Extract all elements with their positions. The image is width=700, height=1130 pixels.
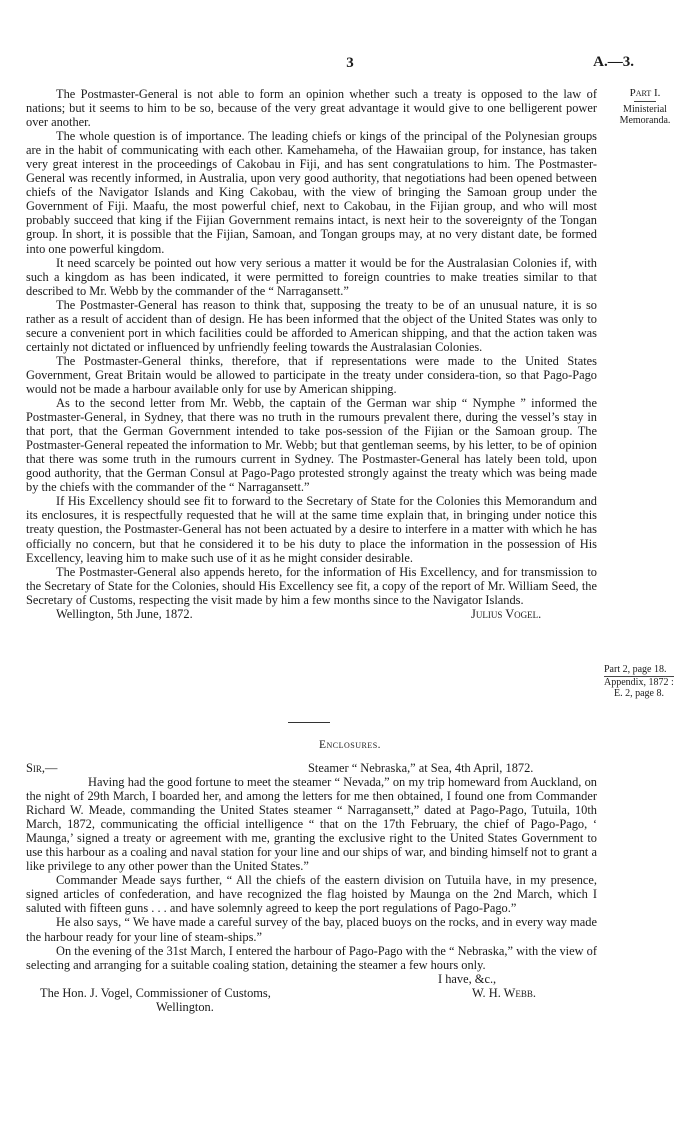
letter-paragraph: He also says, “ We have made a careful survey of the bay, placed buoys on the rocks, and in every way made the harbour ready for your line of steam-ships.” (26, 915, 597, 944)
memo-paragraph: The Postmaster-General thinks, therefore, that if representations were made to the United States Government, Great Britain would be allowed to participate in the treaty under considera-tion, so that Pago-Pago would not be made a harbour available only for use by American shipping. (26, 353, 597, 396)
letter-salutation: Sir,— (26, 761, 58, 775)
memo-paragraph: The Postmaster-General has reason to think that, supposing the treaty to be of an unusual nature, it is so rather as a result of accident than of design. He has been informed that the object of the United States was only to secure a convenient port in which facilities could be afforded to American shipping, and that the action taken was certainly not dictated or influenced by unfriendly feeling towards the Australasian Colonies. (26, 297, 597, 354)
letter-addressee-location: Wellington. (156, 999, 214, 1014)
margin-part-label: Part I. (629, 87, 661, 99)
memo-paragraph: The whole question is of importance. The leading chiefs or kings of the principal of the Polynesian groups are in the habit of communicating with each other. Kamehameha, of the Hawaiian group, for instance, has taken very great interest in the proceedings of Cakobau in Fiji, and has sent congratulations to him. The Postmaster-General was recently informed, in Australia, upon very good authority, that negotiations had been opened between chiefs of the Navigator Islands and King Cakobau, with the view of bringing the Samoan group under the Government of Fiji. Maafu, the most powerful chief, next to Cakobau, in the Fijian group, and who will most probably succeed that king if the Fijian Government remains intact, is next heir to the sovereignty of the Tongan group. In short, it is possible that the Fijian, Samoan, and Tongan groups may, at no very distant date, be formed into one powerful kingdom. (26, 129, 597, 256)
letter-signature-row (26, 986, 597, 1000)
enclosure-letter (26, 761, 597, 1014)
letter-dateline: Steamer “ Nebraska,” at Sea, 4th April, 1872. (308, 761, 534, 775)
enclosures-heading: Enclosures. (318, 739, 382, 751)
margin-ref-line1: Part 2, page 18. (604, 664, 667, 675)
memo-paragraph: It need scarcely be pointed out how very serious a matter it would be for the Australasian Colonies if, with such a kingdom as has been indicated, it were permitted to foreign countries to make treaties similar to that described to Mr. Webb by the commander of the “ Narragansett.” (26, 255, 597, 298)
margin-ref-line2: Appendix, 1872 : (604, 676, 674, 688)
memo-paragraph: The Postmaster-General is not able to form an opinion whether such a treaty is opposed to the law of nations; but it seems to him to be so, because of the very great advantage it would give to one belligerent power over another. (26, 87, 597, 130)
document-reference: A.—3. (593, 54, 634, 70)
memo-signatory: Julius Vogel. (471, 606, 542, 621)
letter-paragraph: On the evening of the 31st March, I entered the harbour of Pago-Pago with the “ Nebraska,” with the view of selecting and arranging for a suitable coaling station, detaining the steamer a few hours only. (26, 943, 597, 972)
memo-paragraph: The Postmaster-General also appends hereto, for the information of His Excellency, and for transmission to the Secretary of State for the Colonies, should His Excellency see fit, a copy of the report of Mr. William Seed, the Secretary of Customs, respecting the visit made by him a few months since to the Navigator Islands. (26, 564, 597, 607)
letter-addressee: The Hon. J. Vogel, Commissioner of Customs, (40, 985, 271, 1000)
memo-place-date: Wellington, 5th June, 1872. (56, 606, 193, 621)
letter-closing: I have, &c., (438, 971, 497, 986)
letter-heading-row (26, 761, 597, 775)
margin-note-part (605, 88, 685, 126)
page-number: 3 (346, 55, 354, 71)
letter-signature: W. H. Webb. (472, 985, 536, 1000)
memorandum-body (26, 87, 597, 621)
margin-ref-line3: E. 2, page 8. (614, 688, 664, 699)
letter-paragraph: Having had the good fortune to meet the steamer “ Nevada,” on my trip homeward from Auckland, on the night of 29th March, I boarded her, and among the letters for me then obtained, I found one from Commander Richard W. Meade, commanding the United States steamer “ Narragansett,” dated at Pago-Pago, Tutuila, 10th March, 1872, communicating the official intelligence “ that on the 17th February, the chief of Pago-Pago, ‘ Maunga,’ signed a treaty or agreement with me, granting the exclusive right to the United States Government to use this harbour as a coaling and naval station for your line and our ships of war, and binding himself not to grant a like privilege to any other power than the United States.” (26, 775, 597, 874)
margin-rule (634, 101, 656, 102)
memo-paragraph: If His Excellency should see fit to forward to the Secretary of State for the Colonies this Memorandum and its enclosures, it is respectfully requested that he will at the same time explain that, in bringing under notice this treaty question, the Postmaster-General has not been actuated by a desire to interfere in a matter with which he has officially no concern, but that he considered it to be his duty to place the information in the possession of His Excellency, leaving him to make such use of it as he might consider desirable. (26, 494, 597, 565)
letter-paragraph: Commander Meade says further, “ All the chiefs of the eastern division on Tutuila have, in my presence, signed articles of confederation, and have recognized the flag hoisted by Maunga on the 2nd March, which I saluted with fifteen guns . . . and have solemnly agreed to keep the port regulations of Pago-Pago.” (26, 873, 597, 916)
memo-paragraph: As to the second letter from Mr. Webb, the captain of the German war ship “ Nymphe ” informed the Postmaster-General, in Sydney, that there was no truth in the rumours prevalent there, during the vessel’s stay in that port, that the German Government intended to take pos-session of the Fijian or the Samoan group. The Postmaster-General repeated the information to Mr. Webb; but that gentleman seems, by his letter, to be of opinion that there was some truth in the rumours current in Sydney. The Postmaster-General has lately been told, upon good authority, that the German Consul at Pago-Pago protested strongly against the treaty which was being made by the chiefs with the commander of the “ Narragansett.” (26, 396, 597, 495)
letter-closing-row (26, 972, 597, 986)
margin-note-reference (604, 664, 694, 700)
margin-section-line1: Ministerial (623, 104, 667, 115)
section-divider (288, 722, 330, 723)
margin-section-line2: Memoranda. (619, 115, 671, 126)
letter-location-row (26, 1000, 597, 1014)
memo-signature-row (26, 607, 597, 621)
